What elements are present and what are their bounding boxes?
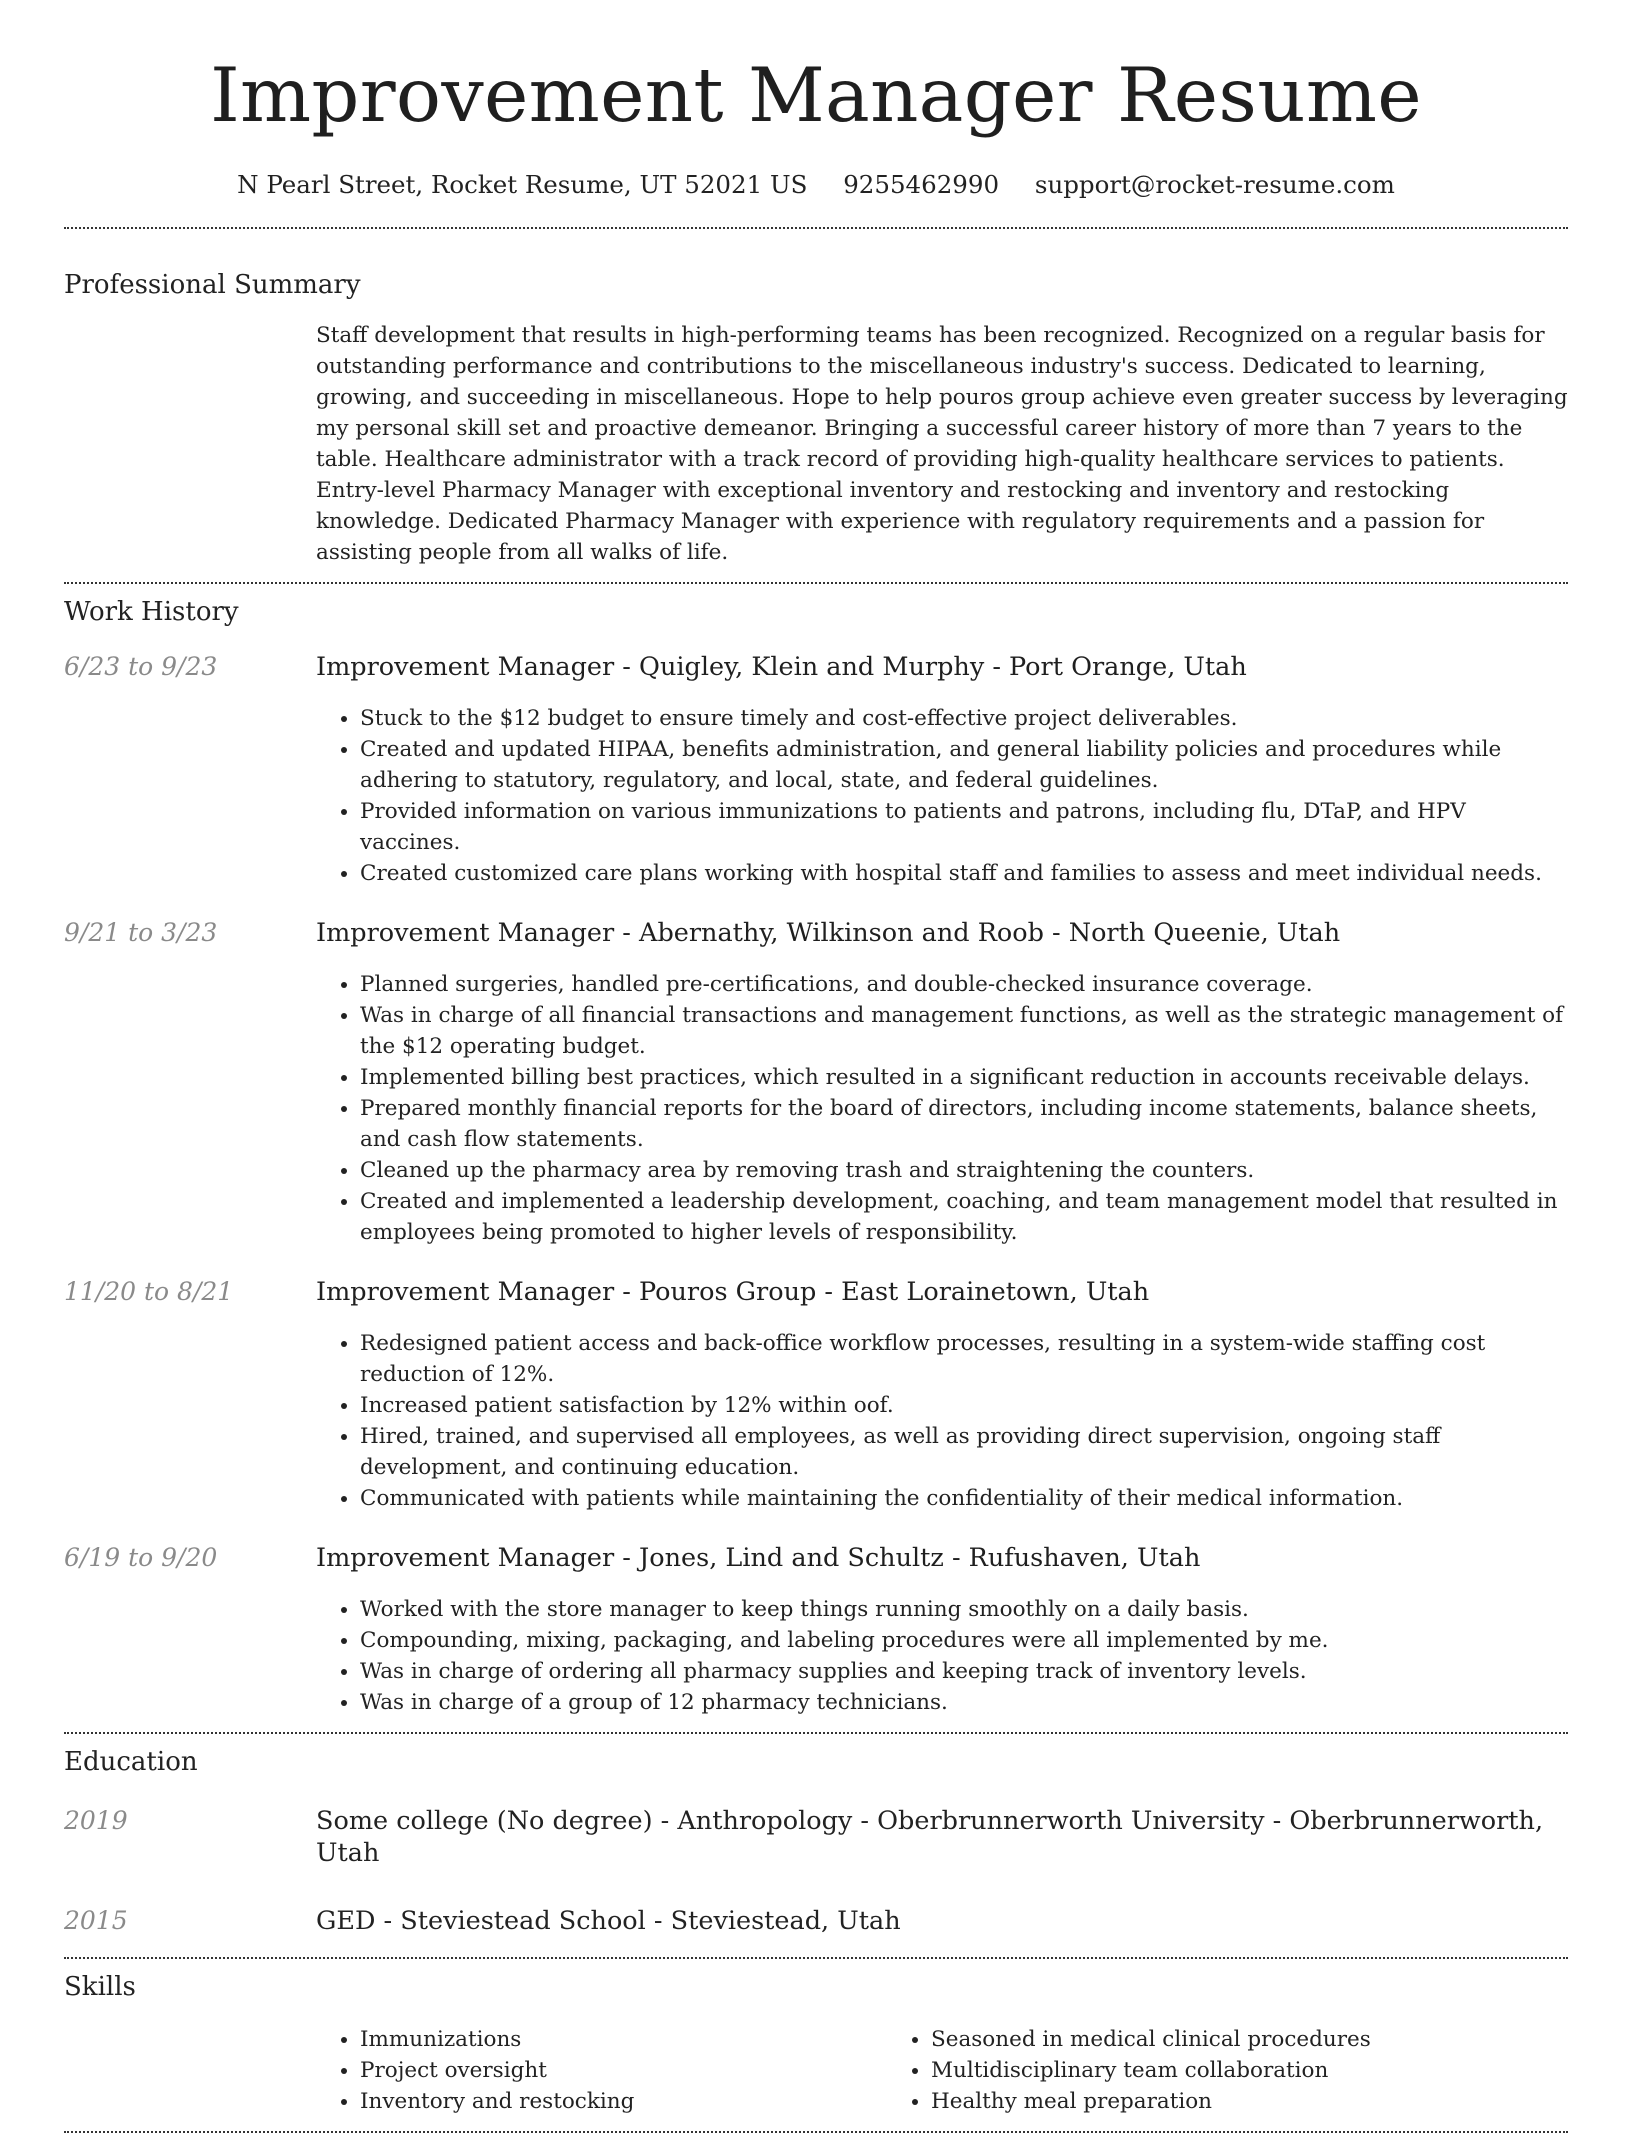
job-title: Improvement Manager - Abernathy, Wilkinson and Roob - North Queenie, Utah — [316, 918, 1341, 948]
job-date: 6/19 to 9/20 — [64, 1543, 218, 1572]
job-bullet: • Provided information on various immunizations to patients and patrons, including flu, DTaP, and HPV vaccines. — [360, 796, 1568, 858]
job-title: Improvement Manager - Pouros Group - East Lorainetown, Utah — [316, 1277, 1150, 1307]
job-bullets — [316, 1594, 1568, 1718]
job-bullet: • Implemented billing best practices, which resulted in a significant reduction in accounts receivable delays. — [360, 1062, 1568, 1093]
job-body — [316, 917, 1568, 1248]
contact-line — [64, 170, 1568, 199]
education-heading: Education — [64, 1747, 198, 1777]
education-date: 2015 — [64, 1906, 128, 1935]
divider — [64, 227, 1568, 229]
job-bullet: • Hired, trained, and supervised all employees, as well as providing direct supervision, ongoing staff development, and continuing education. — [360, 1421, 1568, 1483]
job-entry — [64, 1276, 1568, 1514]
job-entry — [64, 917, 1568, 1248]
job-bullet: • Communicated with patients while maintaining the confidentiality of their medical information. — [360, 1483, 1568, 1514]
education-entry — [64, 1905, 1568, 1937]
job-bullets — [316, 969, 1568, 1248]
skills-column-left — [316, 2024, 887, 2117]
job-bullets — [316, 1328, 1568, 1514]
contact-email: support@rocket-resume.com — [1034, 170, 1395, 199]
skill-item: • Healthy meal preparation — [931, 2086, 1458, 2117]
job-bullet: • Was in charge of all financial transactions and management functions, as well as the strategic management of the $12 operating budget. — [360, 1000, 1568, 1062]
divider — [64, 582, 1568, 584]
job-entry — [64, 1542, 1568, 1718]
job-bullets — [316, 703, 1568, 889]
work-history-heading: Work History — [64, 597, 239, 627]
education-text: GED - Steviestead School - Steviestead, Utah — [316, 1906, 901, 1936]
education-text: Some college (No degree) - Anthropology - Oberbrunnerworth University - Oberbrunnerworth, Utah — [316, 1806, 1544, 1868]
job-date: 9/21 to 3/23 — [64, 918, 218, 947]
job-date: 6/23 to 9/23 — [64, 652, 218, 681]
skill-item: • Multidisciplinary team collaboration — [931, 2055, 1458, 2086]
skill-item: • Project oversight — [360, 2055, 887, 2086]
job-body — [316, 651, 1568, 889]
skills-grid — [316, 2024, 1568, 2117]
job-date: 11/20 to 8/21 — [64, 1277, 234, 1306]
job-bullet: • Stuck to the $12 budget to ensure timely and cost-effective project deliverables. — [360, 703, 1568, 734]
education-date: 2019 — [64, 1806, 128, 1835]
job-body — [316, 1542, 1568, 1718]
job-bullet: • Was in charge of a group of 12 pharmacy technicians. — [360, 1687, 1568, 1718]
skills-heading: Skills — [64, 1972, 136, 2002]
job-bullet: • Planned surgeries, handled pre-certifications, and double-checked insurance coverage. — [360, 969, 1568, 1000]
education-entry — [64, 1805, 1568, 1869]
job-title: Improvement Manager - Quigley, Klein and Murphy - Port Orange, Utah — [316, 652, 1247, 682]
job-bullet: • Prepared monthly financial reports for the board of directors, including income statements, balance sheets, and cash flow statements. — [360, 1093, 1568, 1155]
divider — [64, 1732, 1568, 1734]
job-entry — [64, 651, 1568, 889]
job-bullet: • Compounding, mixing, packaging, and labeling procedures were all implemented by me. — [360, 1625, 1568, 1656]
skill-item: • Seasoned in medical clinical procedures — [931, 2024, 1458, 2055]
job-bullet: • Created and implemented a leadership development, coaching, and team management model that resulted in employees being promoted to higher levels of responsibility. — [360, 1186, 1568, 1248]
resume-title: Improvement Manager Resume — [210, 51, 1422, 139]
job-bullet: • Worked with the store manager to keep things running smoothly on a daily basis. — [360, 1594, 1568, 1625]
contact-address: N Pearl Street, Rocket Resume, UT 52021 US — [237, 170, 808, 199]
skill-item: • Inventory and restocking — [360, 2086, 887, 2117]
job-bullet: • Cleaned up the pharmacy area by removing trash and straightening the counters. — [360, 1155, 1568, 1186]
job-bullet: • Created customized care plans working with hospital staff and families to assess and meet individual needs. — [360, 858, 1568, 889]
summary-heading: Professional Summary — [64, 270, 361, 300]
summary-text: Staff development that results in high-performing teams has been recognized. Recognized on a regular basis for outstanding performance and contributions to the miscellaneous industry's success. Dedicated to learning, growing, and succeeding in miscellaneous. Hope to help pouros group achieve even greater success by leveraging my personal skill set and proactive demeanor. Bringing a successful career history of more than 7 years to the table. Healthcare administrator with a track record of providing high-quality healthcare services to patients. Entry-level Pharmacy Manager with exceptional inventory and restocking and inventory and restocking knowledge. Dedicated Pharmacy Manager with experience with regulatory requirements and a passion for assisting people from all walks of life. — [316, 323, 1568, 565]
job-bullet: • Was in charge of ordering all pharmacy supplies and keeping track of inventory levels. — [360, 1656, 1568, 1687]
divider — [64, 1957, 1568, 1959]
job-bullet: • Redesigned patient access and back-office workflow processes, resulting in a system-wide staffing cost reduction of 12%. — [360, 1328, 1568, 1390]
job-bullet: • Increased patient satisfaction by 12% within oof. — [360, 1390, 1568, 1421]
skills-column-right — [887, 2024, 1458, 2117]
contact-phone: 9255462990 — [843, 170, 1000, 199]
job-title: Improvement Manager - Jones, Lind and Schultz - Rufushaven, Utah — [316, 1543, 1201, 1573]
job-bullet: • Created and updated HIPAA, benefits administration, and general liability policies and procedures while adhering to statutory, regulatory, and local, state, and federal guidelines. — [360, 734, 1568, 796]
skill-item: • Immunizations — [360, 2024, 887, 2055]
job-body — [316, 1276, 1568, 1514]
